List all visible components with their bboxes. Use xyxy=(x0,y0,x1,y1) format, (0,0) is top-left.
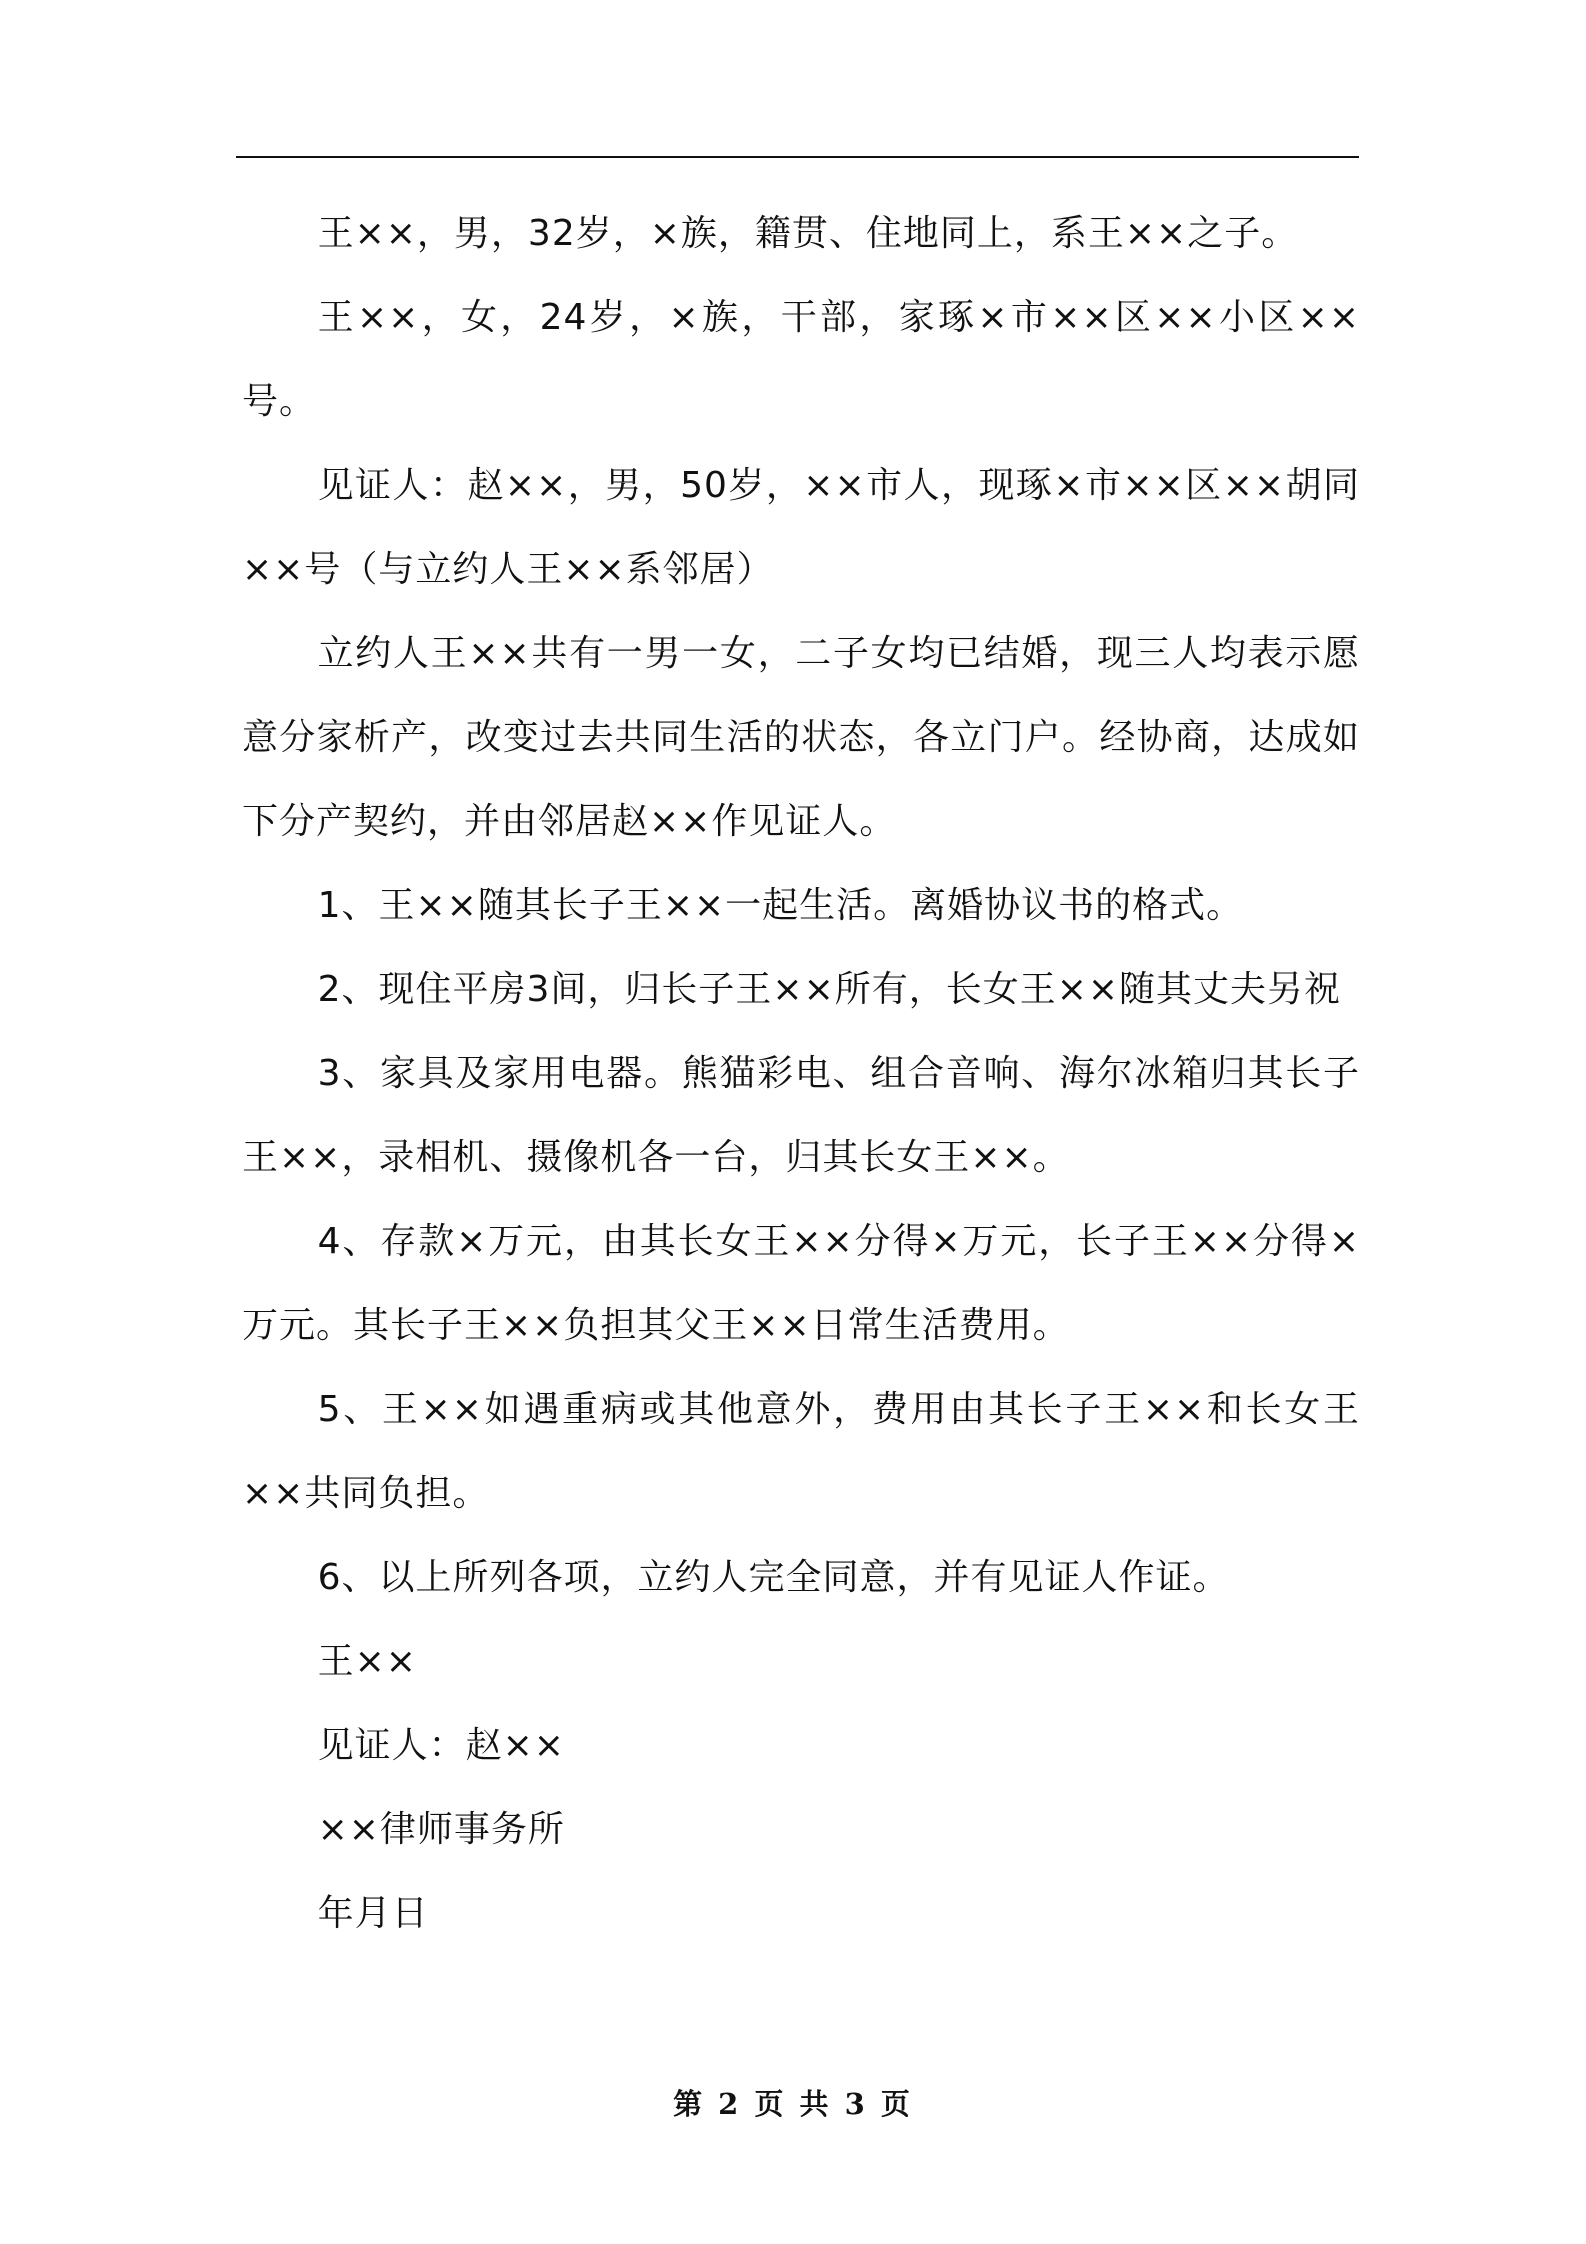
signature-witness: 见证人：赵×× xyxy=(317,1725,565,1766)
document-body xyxy=(242,192,1360,1956)
page-number-footer: 第 2 页 共 3 页 xyxy=(673,2087,913,2121)
clause-6: 6、以上所列各项，立约人完全同意，并有见证人作证。 xyxy=(317,1557,1230,1598)
clause-1: 1、王××随其长子王××一起生活。离婚协议书的格式。 xyxy=(317,885,1244,926)
clause-2: 2、现住平房3间，归长子王××所有，长女王××随其丈夫另祝 xyxy=(317,969,1342,1010)
party-son-info: 王××，男，32岁，×族，籍贯、住地同上，系王××之子。 xyxy=(317,213,1299,254)
clause-5: 5、王××如遇重病或其他意外，费用由其长子王××和长女王××共同负担。 xyxy=(242,1389,1360,1514)
header-rule xyxy=(236,156,1359,158)
clause-4: 4、存款×万元，由其长女王××分得×万元，长子王××分得×万元。其长子王××负担其父王××日常生活费用。 xyxy=(242,1221,1360,1346)
clause-3: 3、家具及家用电器。熊猫彩电、组合音响、海尔冰箱归其长子王××，录相机、摄像机各一台，归其长女王××。 xyxy=(242,1053,1360,1178)
agreement-preamble: 立约人王××共有一男一女，二子女均已结婚，现三人均表示愿意分家析产，改变过去共同生活的状态，各立门户。经协商，达成如下分产契约，并由邻居赵××作见证人。 xyxy=(242,633,1360,842)
party-daughter-info: 王××，女，24岁，×族，干部，家琢×市××区××小区××号。 xyxy=(242,297,1360,422)
signature-firm: ××律师事务所 xyxy=(317,1809,565,1850)
signature-party: 王×× xyxy=(317,1641,417,1682)
signature-date: 年月日 xyxy=(317,1893,429,1934)
witness-info: 见证人：赵××，男，50岁，××市人，现琢×市××区××胡同××号（与立约人王××系邻居） xyxy=(242,465,1360,590)
